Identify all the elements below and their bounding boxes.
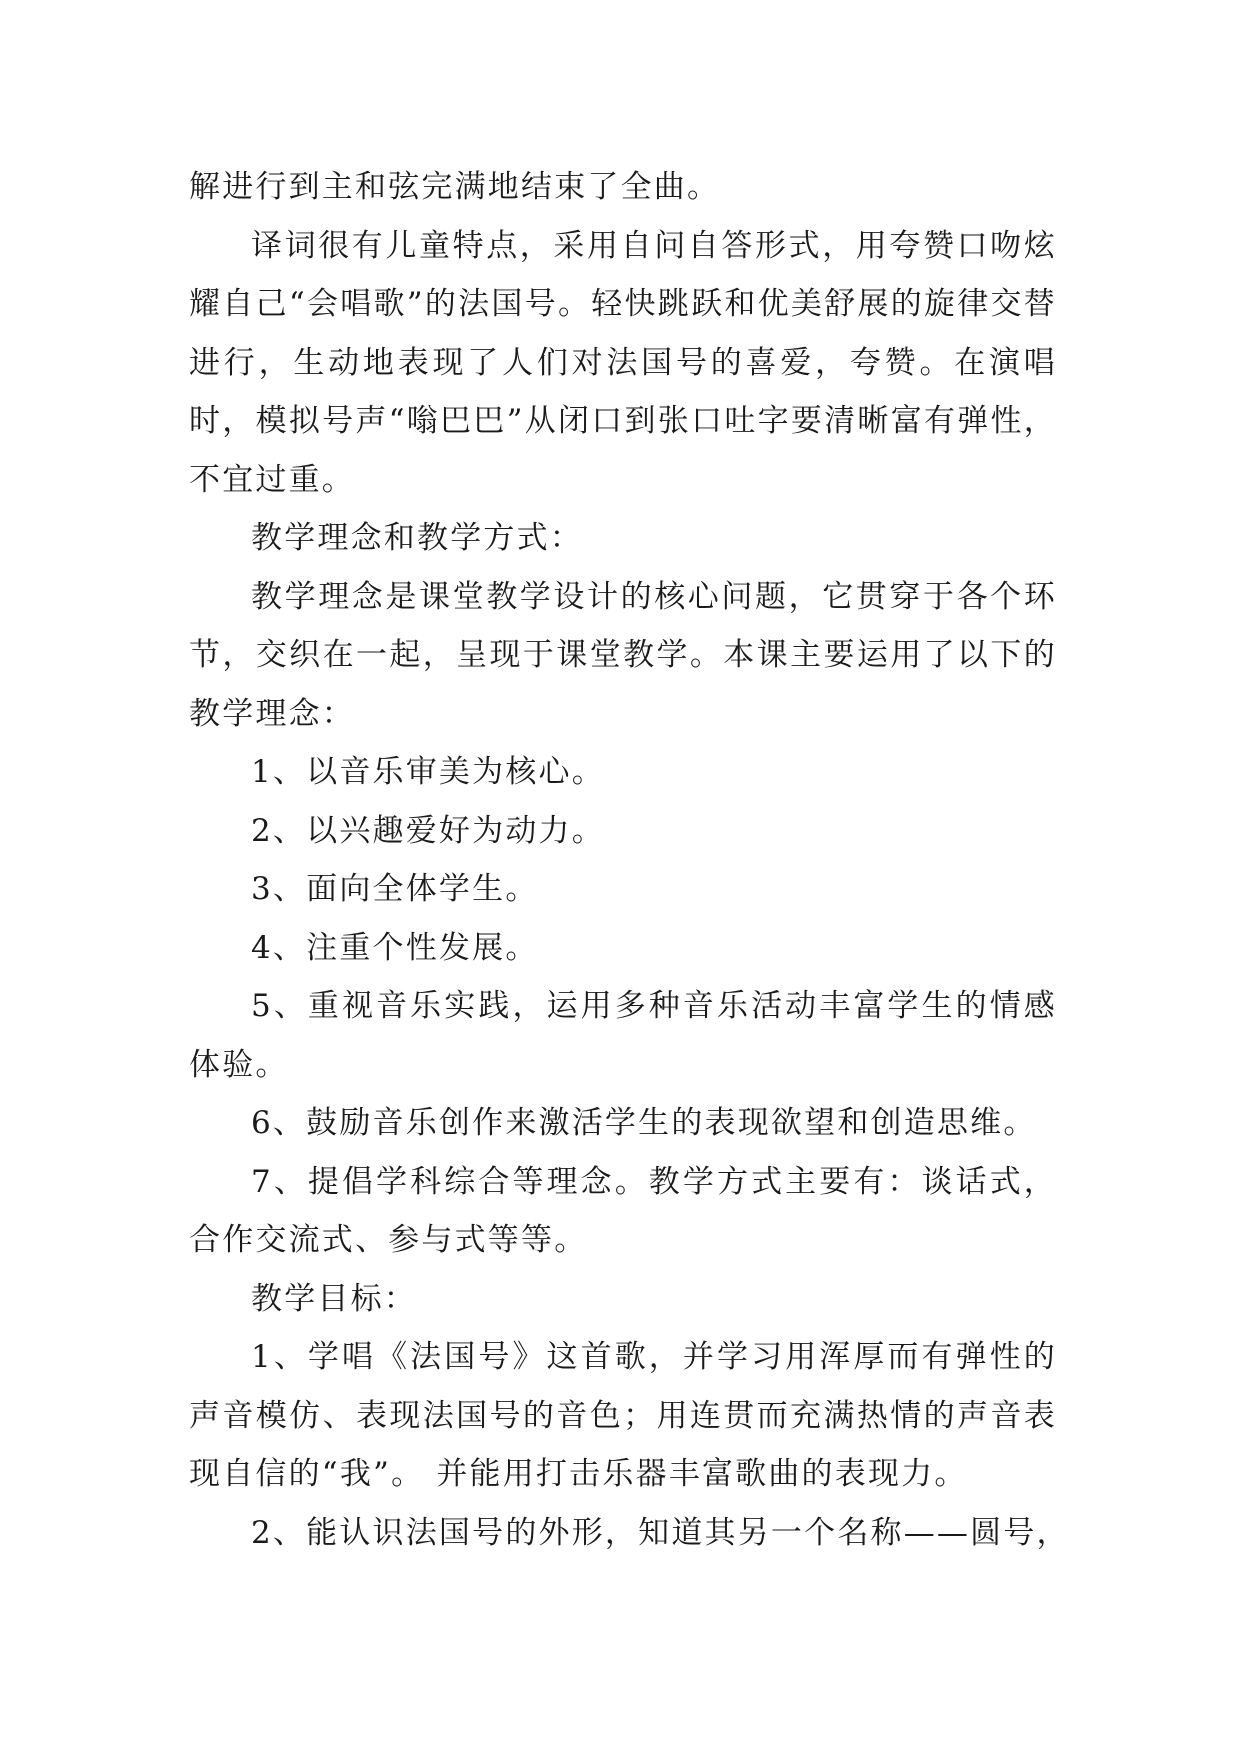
- list-item-concept-1: 1、以音乐审美为核心。: [251, 754, 605, 790]
- heading-teaching-concept-method: 教学理念和教学方式：: [251, 520, 583, 556]
- paragraph-lyrics-description: 译词很有儿童特点，采用自问自答形式，用夸赞口吻炫耀自己“会唱歌”的法国号。轻快跳跃和优美舒展的旋律交替进行，生动地表现了人们对法国号的喜爱，夸赞。在演唱时，模拟号声“嗡巴巴”从闭口到张口吐字要清晰富有弹性，不宜过重。: [189, 227, 1057, 498]
- list-item-concept-3: 3、面向全体学生。: [251, 871, 539, 907]
- paragraph-teaching-concept: 教学理念是课堂教学设计的核心问题，它贯穿于各个环节，交织在一起，呈现于课堂教学。本课主要运用了以下的教学理念：: [189, 578, 1057, 732]
- paragraph-continuation: 解进行到主和弦完满地结束了全曲。: [189, 169, 721, 205]
- document-body: [189, 158, 1070, 1562]
- list-item-goal-1: 1、学唱《法国号》这首歌，并学习用浑厚而有弹性的声音模仿、表现法国号的音色；用连贯而充满热情的声音表现自信的“我”。 并能用打击乐器丰富歌曲的表现力。: [189, 1339, 1057, 1492]
- list-item-concept-2: 2、以兴趣爱好为动力。: [251, 812, 605, 849]
- heading-teaching-goals: 教学目标：: [251, 1280, 417, 1317]
- list-item-concept-5: 5、重视音乐实践，运用多种音乐活动丰富学生的情感体验。: [189, 988, 1057, 1083]
- list-item-goal-2: 2、能认识法国号的外形，知道其另一个名称——圆号，: [251, 1514, 1070, 1551]
- list-item-concept-6: 6、鼓励音乐创作来激活学生的表现欲望和创造思维。: [251, 1105, 1037, 1141]
- list-item-concept-4: 4、注重个性发展。: [251, 929, 539, 966]
- list-item-concept-7: 7、提倡学科综合等理念。教学方式主要有：谈话式，合作交流式、参与式等等。: [189, 1163, 1057, 1258]
